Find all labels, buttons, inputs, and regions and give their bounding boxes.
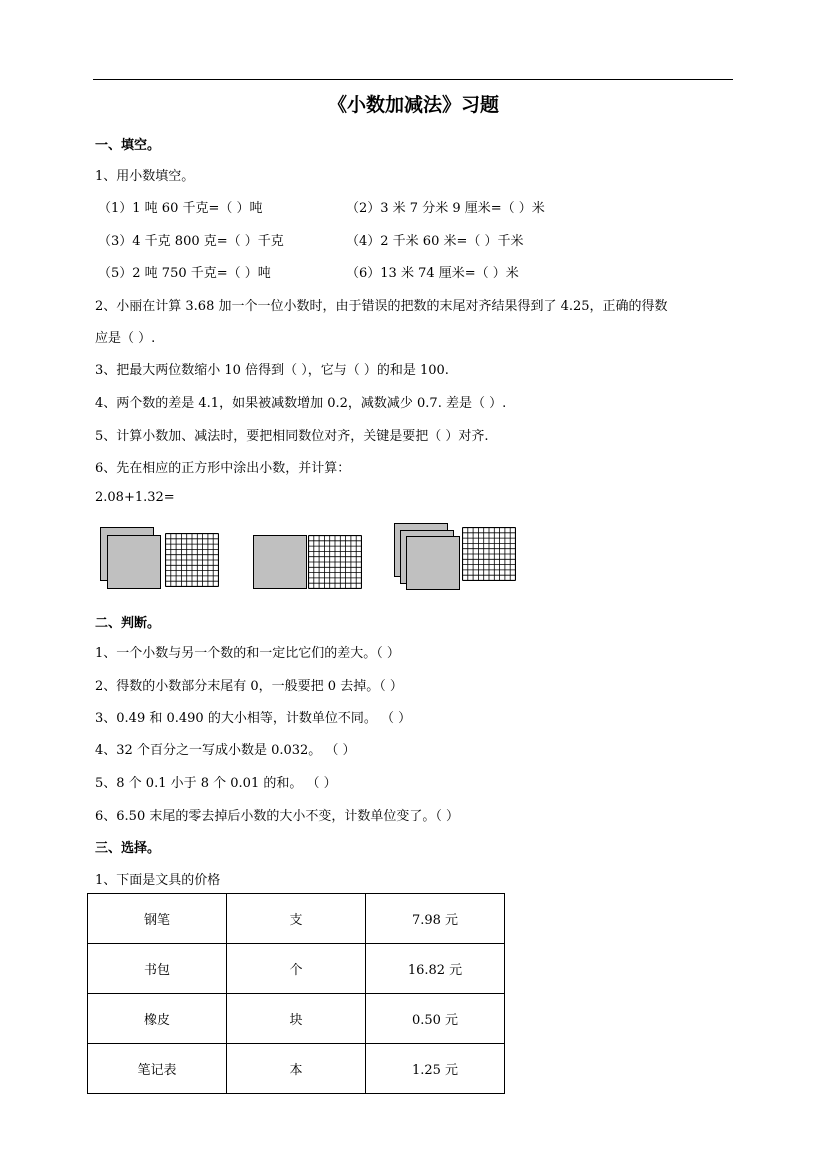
price-cell: 16.82 元 bbox=[366, 944, 505, 994]
shaded-square bbox=[253, 535, 307, 589]
section-heading-judge: 二、判断。 bbox=[95, 616, 161, 631]
question-3: 3、把最大两位数缩小 10 倍得到（ ），它与（ ）的和是 100. bbox=[95, 363, 449, 378]
judge-item-5: 5、8 个 0.1 小于 8 个 0.01 的和。 （ ） bbox=[95, 776, 337, 791]
question-5: 5、计算小数加、减法时，要把相同数位对齐，关键是要把（ ）对齐. bbox=[95, 429, 489, 444]
judge-item-6: 6、6.50 末尾的零去掉后小数的大小不变，计数单位变了。（ ） bbox=[95, 809, 459, 824]
table-row bbox=[88, 994, 505, 1044]
unit-cell: 个 bbox=[227, 944, 366, 994]
price-cell: 1.25 元 bbox=[366, 1044, 505, 1094]
question-1-prompt: 1、用小数填空。 bbox=[95, 169, 195, 184]
judge-item-2: 2、得数的小数部分末尾有 0，一般要把 0 去掉。（ ） bbox=[95, 679, 403, 694]
unit-cell: 块 bbox=[227, 994, 366, 1044]
item-name-cell: 笔记表 bbox=[88, 1044, 227, 1094]
question-4: 4、两个数的差是 4.1，如果被减数增加 0.2，减数减少 0.7. 差是（ ）. bbox=[95, 396, 507, 411]
choose-question-1: 1、下面是文具的价格 bbox=[95, 873, 221, 888]
table-row bbox=[88, 944, 505, 994]
question-1-item-4: （4）2 千米 60 米=（ ）千米 bbox=[346, 234, 524, 249]
judge-item-4: 4、32 个百分之一写成小数是 0.032。 （ ） bbox=[95, 743, 356, 758]
hundred-grid bbox=[165, 533, 219, 587]
question-1-item-5: （5）2 吨 750 千克=（ ）吨 bbox=[98, 266, 271, 281]
question-1-item-2: （2）3 米 7 分米 9 厘米=（ ）米 bbox=[346, 201, 545, 216]
header-rule bbox=[93, 79, 733, 80]
unit-cell: 本 bbox=[227, 1044, 366, 1094]
table-row bbox=[88, 894, 505, 944]
question-1-item-1: （1）1 吨 60 千克=（ ）吨 bbox=[98, 201, 263, 216]
hundred-grid bbox=[308, 535, 362, 589]
price-cell: 0.50 元 bbox=[366, 994, 505, 1044]
item-name-cell: 橡皮 bbox=[88, 994, 227, 1044]
question-2-line-1: 2、小丽在计算 3.68 加一个一位小数时，由于错误的把数的末尾对齐结果得到了 4.25，正确的得数 bbox=[95, 299, 668, 314]
section-heading-fill-in: 一、填空。 bbox=[95, 138, 161, 153]
hundred-grid bbox=[462, 527, 516, 581]
page-title: 《小数加减法》习题 bbox=[327, 94, 499, 116]
unit-cell: 支 bbox=[227, 894, 366, 944]
item-name-cell: 书包 bbox=[88, 944, 227, 994]
shaded-square bbox=[406, 536, 460, 590]
price-table bbox=[87, 893, 505, 1094]
judge-item-1: 1、一个小数与另一个数的和一定比它们的差大。（ ） bbox=[95, 646, 400, 661]
question-1-item-6: （6）13 米 74 厘米=（ ）米 bbox=[346, 266, 519, 281]
question-6: 6、先在相应的正方形中涂出小数，并计算： bbox=[95, 461, 351, 476]
section-heading-choose: 三、选择。 bbox=[95, 841, 161, 856]
judge-item-3: 3、0.49 和 0.490 的大小相等，计数单位不同。 （ ） bbox=[95, 711, 412, 726]
price-cell: 7.98 元 bbox=[366, 894, 505, 944]
question-6-expression: 2.08+1.32= bbox=[95, 490, 175, 505]
item-name-cell: 钢笔 bbox=[88, 894, 227, 944]
question-1-item-3: （3）4 千克 800 克=（ ）千克 bbox=[98, 234, 284, 249]
table-row bbox=[88, 1044, 505, 1094]
question-2-line-2: 应是（ ）. bbox=[95, 331, 156, 346]
shaded-square bbox=[107, 535, 161, 589]
